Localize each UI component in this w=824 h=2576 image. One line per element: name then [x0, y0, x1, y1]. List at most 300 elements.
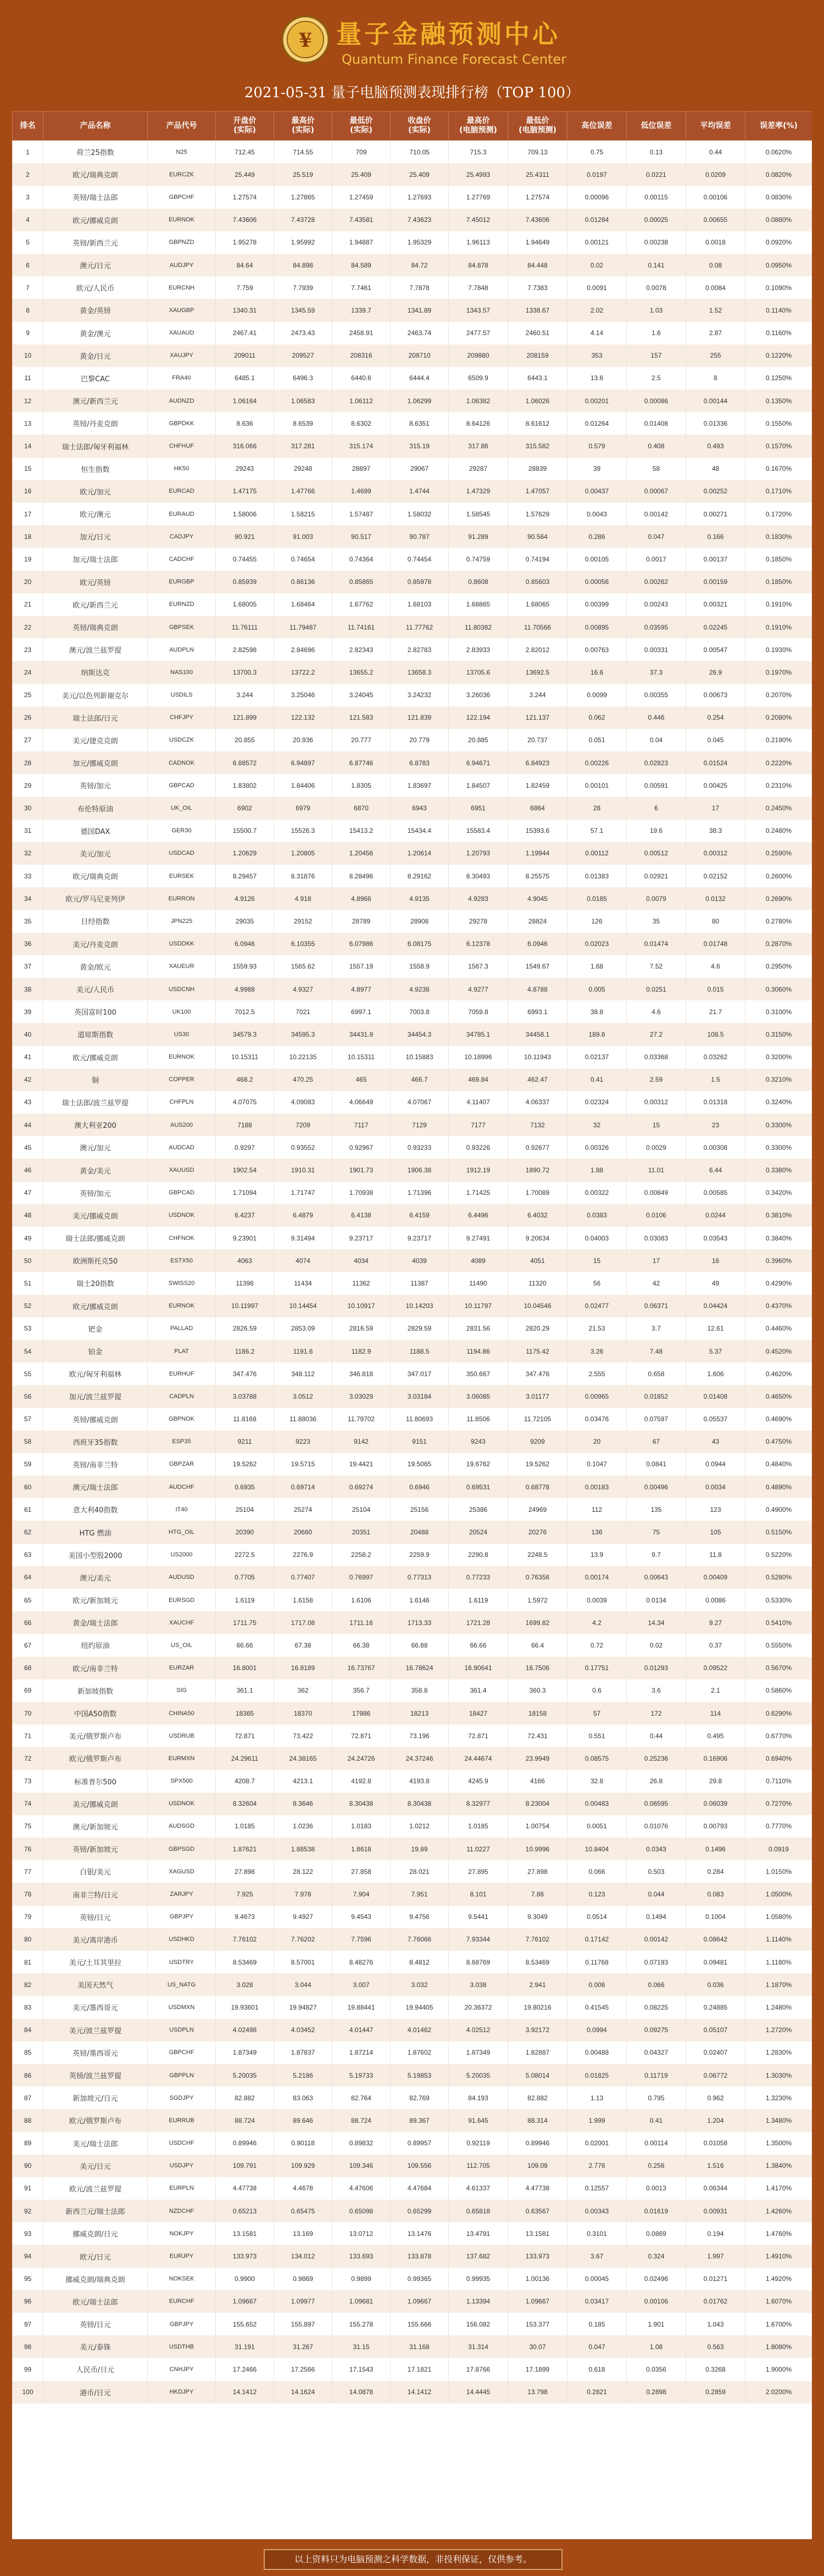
- open-cell: 10.15311: [216, 1046, 274, 1069]
- close-cell: 66.88: [391, 1634, 449, 1656]
- low-error-cell: 0.44: [627, 1724, 686, 1747]
- pred-low-cell: 2.82012: [508, 638, 567, 661]
- table-row: [13, 1973, 812, 1996]
- high-error-cell: 0.1047: [567, 1453, 627, 1476]
- product-name-cell: 欧元/俄罗斯卢布: [43, 1747, 148, 1770]
- product-name-cell: 美元/以色列新谢克尔: [43, 684, 148, 706]
- low-cell: 121.583: [332, 706, 391, 729]
- rank-cell: 6: [13, 254, 43, 276]
- avg-error-cell: 0.06039: [686, 1793, 745, 1815]
- product-code-cell: US30: [148, 1023, 216, 1045]
- pred-low-cell: 6864: [508, 797, 567, 819]
- low-error-cell: 0.0017: [627, 548, 686, 570]
- high-cell: 714.55: [274, 141, 332, 164]
- low-cell: 1.94887: [332, 231, 391, 254]
- high-cell: 1.84406: [274, 774, 332, 797]
- table-row: [13, 2132, 812, 2155]
- close-cell: 1.83697: [391, 774, 449, 797]
- product-name-cell: 布伦特原油: [43, 797, 148, 819]
- high-cell: 1.06583: [274, 390, 332, 412]
- pred-low-cell: 0.92677: [508, 1136, 567, 1159]
- avg-error-cell: 0.0034: [686, 1476, 745, 1498]
- pred-low-cell: 4051: [508, 1249, 567, 1272]
- pred-low-cell: 1.68065: [508, 593, 567, 616]
- close-cell: 10.14203: [391, 1295, 449, 1317]
- close-cell: 8.29162: [391, 865, 449, 887]
- product-code-cell: ESP35: [148, 1431, 216, 1453]
- error-rate-cell: 0.4370%: [745, 1295, 812, 1317]
- rank-cell: 21: [13, 593, 43, 616]
- table-row: [13, 684, 812, 706]
- close-cell: 28908: [391, 910, 449, 932]
- low-error-cell: 0.04327: [627, 2041, 686, 2064]
- high-error-cell: 1.13: [567, 2087, 627, 2109]
- product-code-cell: USDILS: [148, 684, 216, 706]
- table-row: [13, 661, 812, 683]
- open-cell: 34579.3: [216, 1023, 274, 1045]
- close-cell: 109.556: [391, 2155, 449, 2177]
- pred-high-cell: 91.289: [449, 525, 508, 548]
- close-cell: 8.30438: [391, 1793, 449, 1815]
- high-cell: 83.063: [274, 2087, 332, 2109]
- rank-cell: 7: [13, 276, 43, 299]
- avg-error-cell: 0.015: [686, 978, 745, 1000]
- table-row: [13, 276, 812, 299]
- avg-error-cell: 4.6: [686, 955, 745, 978]
- table-row: [13, 1815, 812, 1838]
- high-error-cell: 0.17751: [567, 1657, 627, 1679]
- avg-error-cell: 0.04424: [686, 1295, 745, 1317]
- rank-cell: 78: [13, 1883, 43, 1905]
- rank-cell: 52: [13, 1295, 43, 1317]
- pred-high-cell: 9.27491: [449, 1227, 508, 1249]
- high-cell: 1.6158: [274, 1589, 332, 1611]
- column-header-label: 最低价: [526, 116, 549, 125]
- high-error-cell: 0.0994: [567, 2019, 627, 2041]
- low-error-cell: 2.59: [627, 1069, 686, 1091]
- high-cell: 4074: [274, 1249, 332, 1272]
- high-error-cell: 2.555: [567, 1362, 627, 1385]
- rank-cell: 17: [13, 503, 43, 525]
- close-cell: 6444.4: [391, 367, 449, 390]
- low-cell: 8.30438: [332, 1793, 391, 1815]
- pred-high-cell: 0.69531: [449, 1476, 508, 1498]
- low-cell: 0.65098: [332, 2200, 391, 2222]
- product-code-cell: EURAUD: [148, 503, 216, 525]
- close-cell: 1.87602: [391, 2041, 449, 2064]
- table-row: [13, 1724, 812, 1747]
- low-cell: 9.23717: [332, 1227, 391, 1249]
- close-cell: 4.9238: [391, 978, 449, 1000]
- avg-error-cell: 12.61: [686, 1317, 745, 1340]
- product-code-cell: EURJPY: [148, 2245, 216, 2267]
- open-cell: 1.83802: [216, 774, 274, 797]
- open-cell: 7.925: [216, 1883, 274, 1905]
- pred-high-cell: 122.194: [449, 706, 508, 729]
- product-code-cell: XAUUSD: [148, 1159, 216, 1181]
- low-error-cell: 0.408: [627, 435, 686, 457]
- high-cell: 17.2566: [274, 2358, 332, 2380]
- product-code-cell: SWISS20: [148, 1272, 216, 1294]
- pred-low-cell: 1.57629: [508, 503, 567, 525]
- product-name-cell: 欧元/瑞典克朗: [43, 163, 148, 186]
- avg-error-cell: 0.08: [686, 254, 745, 276]
- avg-error-cell: 0.00547: [686, 638, 745, 661]
- low-cell: 1901.73: [332, 1159, 391, 1181]
- pred-low-cell: 10.04546: [508, 1295, 567, 1317]
- pred-low-cell: 153.377: [508, 2313, 567, 2335]
- rank-cell: 72: [13, 1747, 43, 1770]
- error-rate-cell: 0.3100%: [745, 1000, 812, 1023]
- pred-low-cell: 2820.29: [508, 1317, 567, 1340]
- open-cell: 2826.59: [216, 1317, 274, 1340]
- product-code-cell: HK50: [148, 458, 216, 480]
- error-rate-cell: 0.1910%: [745, 616, 812, 638]
- low-cell: 3.007: [332, 1973, 391, 1996]
- close-cell: 8.6351: [391, 412, 449, 435]
- low-error-cell: 0.01474: [627, 933, 686, 955]
- pred-low-cell: 18158: [508, 1702, 567, 1724]
- pred-high-cell: 4.9277: [449, 978, 508, 1000]
- open-cell: 6.88572: [216, 752, 274, 774]
- high-cell: 8.3646: [274, 1793, 332, 1815]
- avg-error-cell: 0.00137: [686, 548, 745, 570]
- low-error-cell: 0.00114: [627, 2132, 686, 2155]
- high-cell: 9.4927: [274, 1906, 332, 1928]
- product-name-cell: 意大利40指数: [43, 1498, 148, 1521]
- low-error-cell: 0.02: [627, 1634, 686, 1656]
- table-row: [13, 2087, 812, 2109]
- product-code-cell: USDCHF: [148, 2132, 216, 2155]
- pred-high-cell: 84.193: [449, 2087, 508, 2109]
- product-code-cell: USDNOK: [148, 1204, 216, 1227]
- high-error-cell: 3.67: [567, 2245, 627, 2267]
- high-error-cell: 0.03476: [567, 1408, 627, 1431]
- high-cell: 348.112: [274, 1362, 332, 1385]
- high-cell: 1910.31: [274, 1159, 332, 1181]
- close-cell: 5.19853: [391, 2064, 449, 2087]
- rank-cell: 85: [13, 2041, 43, 2064]
- low-error-cell: 4.6: [627, 1000, 686, 1023]
- close-cell: 133.878: [391, 2245, 449, 2267]
- low-error-cell: 0.047: [627, 525, 686, 548]
- high-cell: 11.88036: [274, 1408, 332, 1431]
- column-header-sublabel: (实际): [408, 126, 431, 135]
- open-cell: 1.47175: [216, 480, 274, 503]
- pred-low-cell: 7.76102: [508, 1928, 567, 1951]
- rank-cell: 81: [13, 1951, 43, 1973]
- low-error-cell: 19.6: [627, 820, 686, 842]
- error-rate-cell: 1.3840%: [745, 2155, 812, 2177]
- product-code-cell: CADJPY: [148, 525, 216, 548]
- low-cell: 0.89832: [332, 2132, 391, 2155]
- pred-high-cell: 13705.6: [449, 661, 508, 683]
- product-code-cell: GBPCHF: [148, 186, 216, 208]
- high-error-cell: 0.01825: [567, 2064, 627, 2087]
- close-cell: 9151: [391, 1431, 449, 1453]
- high-error-cell: 56: [567, 1272, 627, 1294]
- table-row: [13, 2335, 812, 2358]
- close-cell: 1.4744: [391, 480, 449, 503]
- error-rate-cell: 0.2590%: [745, 842, 812, 865]
- close-cell: 1.0212: [391, 1815, 449, 1838]
- low-cell: 0.74364: [332, 548, 391, 570]
- error-rate-cell: 1.2480%: [745, 1996, 812, 2018]
- product-name-cell: 澳元/瑞士法郎: [43, 1476, 148, 1498]
- table-row: [13, 1431, 812, 1453]
- pred-low-cell: 4166: [508, 1770, 567, 1793]
- pred-low-cell: 133.973: [508, 2245, 567, 2267]
- product-name-cell: 美元/墨西哥元: [43, 1996, 148, 2018]
- pred-low-cell: 24969: [508, 1498, 567, 1521]
- high-cell: 8.31876: [274, 865, 332, 887]
- error-rate-cell: 1.6700%: [745, 2313, 812, 2335]
- product-code-cell: USDMXN: [148, 1996, 216, 2018]
- open-cell: 7.43606: [216, 209, 274, 231]
- high-cell: 28.122: [274, 1860, 332, 1883]
- high-cell: 6979: [274, 797, 332, 819]
- rank-cell: 66: [13, 1611, 43, 1634]
- pred-high-cell: 4089: [449, 1249, 508, 1272]
- low-error-cell: 1.08: [627, 2335, 686, 2358]
- high-cell: 1.27865: [274, 186, 332, 208]
- error-rate-cell: 0.1570%: [745, 435, 812, 457]
- low-cell: 7.43581: [332, 209, 391, 231]
- product-name-cell: 美元/捷克克朗: [43, 729, 148, 752]
- low-cell: 28897: [332, 458, 391, 480]
- high-cell: 1.87837: [274, 2041, 332, 2064]
- table-row: [13, 865, 812, 887]
- open-cell: 0.6935: [216, 1476, 274, 1498]
- low-error-cell: 0.03595: [627, 616, 686, 638]
- table-row: [13, 548, 812, 570]
- rank-cell: 80: [13, 1928, 43, 1951]
- high-cell: 15526.3: [274, 820, 332, 842]
- rank-cell: 22: [13, 616, 43, 638]
- column-header-label: 低位误差: [641, 121, 672, 130]
- low-cell: 17986: [332, 1702, 391, 1724]
- product-code-cell: EURCZK: [148, 163, 216, 186]
- close-cell: 15434.4: [391, 820, 449, 842]
- high-cell: 11.79487: [274, 616, 332, 638]
- pred-high-cell: 6.94671: [449, 752, 508, 774]
- table-row: [13, 1340, 812, 1362]
- avg-error-cell: 0.01336: [686, 412, 745, 435]
- product-code-cell: NZDCHF: [148, 2200, 216, 2222]
- low-error-cell: 2.5: [627, 367, 686, 390]
- pred-low-cell: 13692.5: [508, 661, 567, 683]
- avg-error-cell: 11.8: [686, 1544, 745, 1566]
- open-cell: 0.9297: [216, 1136, 274, 1159]
- avg-error-cell: 0.0132: [686, 887, 745, 910]
- column-header: [13, 112, 43, 141]
- low-error-cell: 1.901: [627, 2313, 686, 2335]
- low-error-cell: 67: [627, 1431, 686, 1453]
- pred-low-cell: 109.09: [508, 2155, 567, 2177]
- page-title: 2021-05-31 量子电脑预测表现排行榜（TOP 100）: [244, 85, 580, 101]
- table-row: [13, 1928, 812, 1951]
- open-cell: 4.02498: [216, 2019, 274, 2041]
- low-error-cell: 0.00025: [627, 209, 686, 231]
- pred-low-cell: 208159: [508, 344, 567, 367]
- column-header: [332, 112, 391, 141]
- pred-high-cell: 4.9283: [449, 887, 508, 910]
- product-name-cell: 美元/泰铢: [43, 2335, 148, 2358]
- high-cell: 3.25046: [274, 684, 332, 706]
- error-rate-cell: 0.5220%: [745, 1544, 812, 1566]
- rank-cell: 12: [13, 390, 43, 412]
- error-rate-cell: 0.4290%: [745, 1272, 812, 1294]
- product-name-cell: 澳大利亚200: [43, 1114, 148, 1136]
- product-code-cell: EURRUB: [148, 2109, 216, 2132]
- close-cell: 4193.8: [391, 1770, 449, 1793]
- product-code-cell: EURMXN: [148, 1747, 216, 1770]
- avg-error-cell: 48: [686, 458, 745, 480]
- avg-error-cell: 0.00252: [686, 480, 745, 503]
- product-name-cell: 英镑/墨西哥元: [43, 2041, 148, 2064]
- product-name-cell: 恒生指数: [43, 458, 148, 480]
- close-cell: 208710: [391, 344, 449, 367]
- error-rate-cell: 0.5860%: [745, 1679, 812, 1702]
- avg-error-cell: 0.01524: [686, 752, 745, 774]
- table-row: [13, 2109, 812, 2132]
- high-cell: 7.7939: [274, 276, 332, 299]
- close-cell: 3.032: [391, 1973, 449, 1996]
- rank-cell: 3: [13, 186, 43, 208]
- avg-error-cell: 0.02245: [686, 616, 745, 638]
- pred-low-cell: 66.4: [508, 1634, 567, 1656]
- rank-cell: 83: [13, 1996, 43, 2018]
- pred-low-cell: 1.19944: [508, 842, 567, 865]
- low-cell: 0.85865: [332, 571, 391, 593]
- low-cell: 2258.2: [332, 1544, 391, 1566]
- avg-error-cell: 0.3268: [686, 2358, 745, 2380]
- low-error-cell: 0.01076: [627, 1815, 686, 1838]
- avg-error-cell: 0.00409: [686, 1566, 745, 1589]
- rank-cell: 64: [13, 1566, 43, 1589]
- column-header: [567, 112, 627, 141]
- product-code-cell: COPPER: [148, 1069, 216, 1091]
- avg-error-cell: 5.37: [686, 1340, 745, 1362]
- pred-high-cell: 1.20793: [449, 842, 508, 865]
- pred-high-cell: 7059.8: [449, 1000, 508, 1023]
- error-rate-cell: 0.5410%: [745, 1611, 812, 1634]
- rank-cell: 97: [13, 2313, 43, 2335]
- product-name-cell: 欧元/挪威克朗: [43, 1046, 148, 1069]
- product-code-cell: AUS200: [148, 1114, 216, 1136]
- product-code-cell: CADCHF: [148, 548, 216, 570]
- rank-cell: 44: [13, 1114, 43, 1136]
- pred-high-cell: 20.885: [449, 729, 508, 752]
- low-error-cell: 35: [627, 910, 686, 932]
- pred-high-cell: 29287: [449, 458, 508, 480]
- high-error-cell: 189.6: [567, 1023, 627, 1045]
- low-cell: 19.4421: [332, 1453, 391, 1476]
- high-error-cell: 0.08575: [567, 1747, 627, 1770]
- brand-subtitle: Quantum Finance Forecast Center: [342, 52, 567, 67]
- high-error-cell: 2.02: [567, 299, 627, 321]
- close-cell: 25.409: [391, 163, 449, 186]
- page-footer: [0, 2544, 824, 2576]
- product-code-cell: USDCZK: [148, 729, 216, 752]
- avg-error-cell: 0.036: [686, 1973, 745, 1996]
- table-row: [13, 638, 812, 661]
- rank-cell: 77: [13, 1860, 43, 1883]
- low-error-cell: 0.0869: [627, 2222, 686, 2245]
- product-name-cell: 欧元/加元: [43, 480, 148, 503]
- low-error-cell: 11.01: [627, 1159, 686, 1181]
- open-cell: 66.66: [216, 1634, 274, 1656]
- product-code-cell: EURGBP: [148, 571, 216, 593]
- high-cell: 1.68464: [274, 593, 332, 616]
- high-cell: 29152: [274, 910, 332, 932]
- avg-error-cell: 0.00312: [686, 842, 745, 865]
- close-cell: 1558.9: [391, 955, 449, 978]
- product-code-cell: AUDJPY: [148, 254, 216, 276]
- high-error-cell: 15: [567, 1249, 627, 1272]
- table-row: [13, 209, 812, 231]
- product-name-cell: 美元/波兰兹罗提: [43, 2019, 148, 2041]
- pred-high-cell: 1.47329: [449, 480, 508, 503]
- rank-cell: 26: [13, 706, 43, 729]
- pred-low-cell: 1.82459: [508, 774, 567, 797]
- avg-error-cell: 0.09481: [686, 1951, 745, 1973]
- low-error-cell: 0.0841: [627, 1453, 686, 1476]
- pred-low-cell: 23.9949: [508, 1747, 567, 1770]
- low-error-cell: 0.02496: [627, 2268, 686, 2290]
- pred-low-cell: 8.61612: [508, 412, 567, 435]
- low-error-cell: 0.066: [627, 1973, 686, 1996]
- high-cell: 7.76202: [274, 1928, 332, 1951]
- table-row: [13, 458, 812, 480]
- error-rate-cell: 0.1160%: [745, 322, 812, 344]
- rank-cell: 40: [13, 1023, 43, 1045]
- high-cell: 4213.1: [274, 1770, 332, 1793]
- high-cell: 73.422: [274, 1724, 332, 1747]
- pred-low-cell: 709.13: [508, 141, 567, 164]
- avg-error-cell: 1.043: [686, 2313, 745, 2335]
- open-cell: 347.476: [216, 1362, 274, 1385]
- rank-cell: 19: [13, 548, 43, 570]
- product-code-cell: CHFPLN: [148, 1091, 216, 1114]
- high-error-cell: 0.12557: [567, 2177, 627, 2200]
- low-cell: 4.06649: [332, 1091, 391, 1114]
- pred-high-cell: 19.6762: [449, 1453, 508, 1476]
- product-name-cell: 加元/挪威克朗: [43, 752, 148, 774]
- rank-cell: 38: [13, 978, 43, 1000]
- column-header-sublabel: (实际): [292, 126, 314, 135]
- avg-error-cell: 0.495: [686, 1724, 745, 1747]
- product-name-cell: 英镑/南非兰特: [43, 1453, 148, 1476]
- close-cell: 2.82783: [391, 638, 449, 661]
- product-code-cell: CHINA50: [148, 1702, 216, 1724]
- product-code-cell: US_OIL: [148, 1634, 216, 1656]
- avg-error-cell: 1.204: [686, 2109, 745, 2132]
- table-row: [13, 1114, 812, 1136]
- rank-cell: 68: [13, 1657, 43, 1679]
- close-cell: 7129: [391, 1114, 449, 1136]
- product-name-cell: 英镑/加元: [43, 774, 148, 797]
- low-error-cell: 0.00849: [627, 1182, 686, 1204]
- open-cell: 0.9900: [216, 2268, 274, 2290]
- pred-low-cell: 8.23004: [508, 1793, 567, 1815]
- low-cell: 9.4543: [332, 1906, 391, 1928]
- avg-error-cell: 9.27: [686, 1611, 745, 1634]
- low-error-cell: 0.00142: [627, 1928, 686, 1951]
- open-cell: 29243: [216, 458, 274, 480]
- product-code-cell: PALLAD: [148, 1317, 216, 1340]
- product-code-cell: XAUJPY: [148, 344, 216, 367]
